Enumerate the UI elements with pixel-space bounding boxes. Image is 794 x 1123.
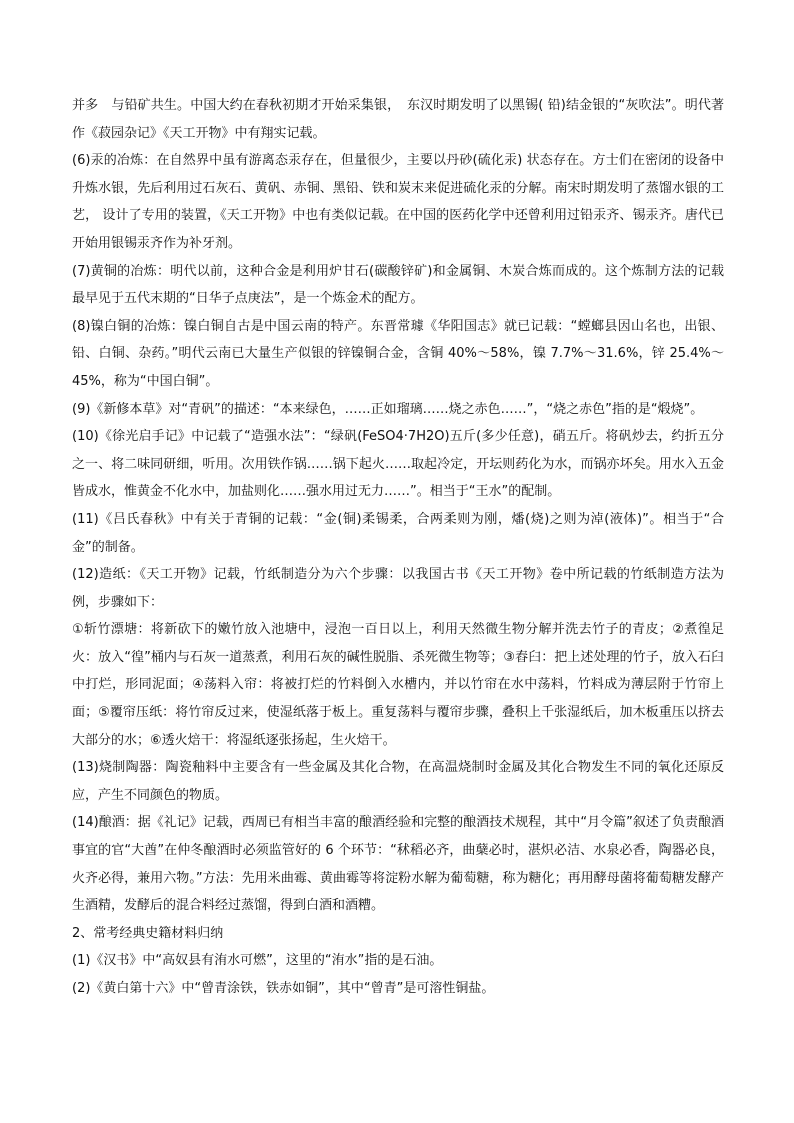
paragraph-pottery: (13)烧制陶器：陶瓷釉料中主要含有一些金属及其化合物，在高温烧制时金属及其化合物发生不同的氧化还原反应，产生不同颜色的物质。 (72, 760, 724, 803)
list-item: (2)《黄白第十六》中“曾青涂铁，铁赤如铜”，其中“曾青”是可溶性铜盐。 (72, 981, 495, 996)
document-page (72, 92, 724, 1003)
paragraph-nickel-copper: (8)镍白铜的冶炼：镍白铜自古是中国云南的特产。东晋常璩《华阳国志》就已记载：“螳螂县因山名也，出银、铅、白铜、杂药。”明代云南已大量生产似银的锌镍铜合金，含铜 40%～58%，镍 7.7%～31.6%，锌 25.4%～45%，称为“中国白铜”。 (72, 318, 724, 389)
paragraph-papermaking: (12)造纸：《天工开物》记载，竹纸制造分为六个步骤：以我国古书《天工开物》卷中所记载的竹纸制造方法为例，步骤如下： (72, 567, 724, 610)
paragraph-green-vitriol: (9)《新修本草》对“青矾”的描述：“本来绿色，……正如瑠璃……烧之赤色……”，“烧之赤色”指的是“煅烧”。 (72, 401, 704, 417)
paragraph-papermaking-steps: ①斩竹漂塘：将新砍下的嫩竹放入池塘中，浸泡一百日以上，利用天然微生物分解并洗去竹子的青皮；②煮徨足火：放入“徨”桶内与石灰一道蒸煮，利用石灰的碱性脱脂、杀死微生物等；③舂臼：把上述处理的竹子，放入石臼中打烂，形同泥面；④荡料入帘：将被打烂的竹料倒入水槽内，并以竹帘在水中荡料，竹料成为薄层附于竹帘上面；⑤覆帘压纸：将竹帘反过来，使湿纸落于板上。重复荡料与覆帘步骤，叠积上千张湿纸后，加木板重压以挤去大部分的水；⑥透火焙干：将湿纸逐张扬起，生火焙干。 (72, 622, 724, 748)
paragraph-mercury: (6)汞的冶炼：在自然界中虽有游离态汞存在，但量很少，主要以丹砂(硫化汞) 状态存在。方士们在密闭的设备中升炼水银，先后利用过石灰石、黄矾、赤铜、黑铅、铁和炭末来促进硫化汞的分解。南宋时期发明了蒸馏水银的工艺， 设计了专用的装置，《天工开物》中也有类似记载。在中国的医药化学中还曾利用过铅汞齐、锡汞齐。唐代已开始用银锡汞齐作为补牙剂。 (72, 153, 724, 251)
paragraph-bronze: (11)《吕氏春秋》中有关于青铜的记载：“金(铜)柔锡柔，合两柔则为刚，燔(烧)之则为淖(液体)”。相当于“合金”的制备。 (72, 511, 724, 555)
paragraph-strong-water: (10)《徐光启手记》中记载了“造强水法”：“绿矾(FeSO4·7H2O)五斤(多少任意)，硝五斤。将矾炒去，约折五分之一、将二味同研细，听用。次用铁作锅……锅下起火……取起冷定，开坛则药化为水，而锅亦坏矣。用水入五金皆成水，惟黄金不化水中，加盐则化……强水用过无力……”。相当于“王水”的配制。 (72, 429, 724, 500)
paragraph-brass: (7)黄铜的冶炼：明代以前，这种合金是利用炉甘石(碳酸锌矿)和金属铜、木炭合炼而成的。这个炼制方法的记载最早见于五代末期的“日华子点庚法”，是一个炼金术的配方。 (72, 263, 724, 307)
paragraph-silver: 并多 与铅矿共生。中国大约在春秋初期才开始采集银， 东汉时期发明了以黑锡( 铅)结金银的“灰吹法”。明代著作《菽园杂记》《天工开物》中有翔实记载。 (72, 98, 724, 141)
list-item: (1)《汉书》中“高奴县有洧水可燃”，这里的“洧水”指的是石油。 (72, 953, 443, 969)
section-heading: 2、常考经典史籍材料归纳 (72, 925, 224, 941)
paragraph-brewing: (14)酿酒：据《礼记》记载，西周已有相当丰富的酿酒经验和完整的酿酒技术规程，其中“月令篇”叙述了负责酿酒事宜的官“大酋”在仲冬酿酒时必须监管好的 6 个环节：“秫稻必齐，曲蘖必时，湛炽必洁、水泉必香，陶器必良，火齐必得，兼用六物。”方法：先用米曲霉、黄曲霉等将淀粉水解为葡萄糖，称为糖化；再用酵母菌将葡萄糖发酵产生酒精，发酵后的混合料经过蒸馏，得到白酒和酒糟。 (72, 815, 724, 914)
